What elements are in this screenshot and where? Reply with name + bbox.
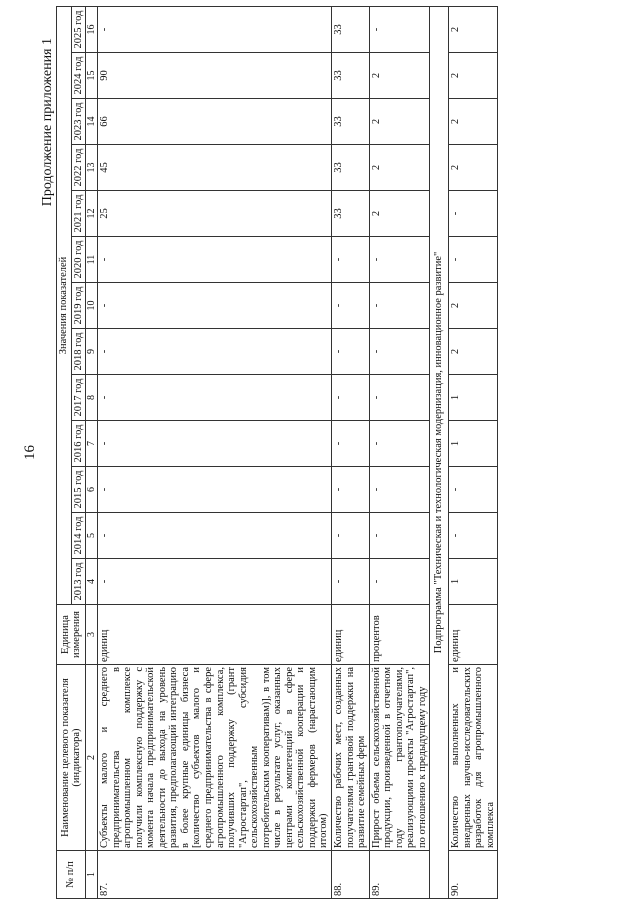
value-cell: 2 xyxy=(448,99,497,145)
value-cell: - xyxy=(369,559,430,605)
header-year: 2019 год xyxy=(71,283,86,329)
value-cell: - xyxy=(98,375,332,421)
column-number: 15 xyxy=(86,53,98,99)
row-number: 89. xyxy=(369,851,430,899)
unit-cell: единиц xyxy=(448,605,497,665)
unit-cell: процентов xyxy=(369,605,430,665)
column-number: 13 xyxy=(86,145,98,191)
column-number: 5 xyxy=(86,513,98,559)
value-cell: 2 xyxy=(448,329,497,375)
value-cell: - xyxy=(332,421,370,467)
column-number: 2 xyxy=(86,665,98,851)
table-row xyxy=(98,7,332,899)
table-row xyxy=(448,7,497,899)
column-number: 6 xyxy=(86,467,98,513)
value-cell: - xyxy=(369,329,430,375)
value-cell: - xyxy=(332,513,370,559)
header-values-group: Значения показателей xyxy=(57,7,72,605)
value-cell: - xyxy=(98,329,332,375)
value-cell: - xyxy=(332,329,370,375)
indicator-name: Количество выполненных и внедренных научно-исследовательских разработок для агропромышленного комплекса xyxy=(448,665,497,851)
header-year: 2022 год xyxy=(71,145,86,191)
value-cell: - xyxy=(332,467,370,513)
value-cell: - xyxy=(369,467,430,513)
column-number: 3 xyxy=(86,605,98,665)
column-number: 14 xyxy=(86,99,98,145)
header-year: 2013 год xyxy=(71,559,86,605)
value-cell: - xyxy=(332,237,370,283)
page-number: 16 xyxy=(22,445,38,460)
subprogram-row xyxy=(430,7,449,899)
header-year: 2016 год xyxy=(71,421,86,467)
value-cell: 2 xyxy=(448,145,497,191)
column-number: 8 xyxy=(86,375,98,421)
value-cell: 1 xyxy=(448,375,497,421)
indicators-table xyxy=(56,6,498,899)
column-number: 1 xyxy=(86,851,98,899)
value-cell: - xyxy=(98,513,332,559)
row-number: 87. xyxy=(98,851,332,899)
value-cell: - xyxy=(369,283,430,329)
subprogram-title: Подпрограмма "Техническая и технологическая модернизация, инновационное развитие" xyxy=(430,7,449,899)
value-cell: 1 xyxy=(448,559,497,605)
value-cell: 66 xyxy=(98,99,332,145)
header-no: № п/п xyxy=(57,851,86,899)
value-cell: 2 xyxy=(369,145,430,191)
indicator-name: Прирост объема сельскохозяйственной продукции, произведенной в отчетном году грантополучателями, реализующими проекты "Агростартап", по отношению к предыдущему году xyxy=(369,665,430,851)
value-cell: 33 xyxy=(332,99,370,145)
value-cell: 2 xyxy=(448,7,497,53)
header-year: 2024 год xyxy=(71,53,86,99)
value-cell: - xyxy=(369,421,430,467)
header-year: 2023 год xyxy=(71,99,86,145)
value-cell: 33 xyxy=(332,145,370,191)
row-number: 90. xyxy=(448,851,497,899)
appendix-title: Продолжение приложения 1 xyxy=(40,38,55,207)
header-year: 2018 год xyxy=(71,329,86,375)
column-number: 16 xyxy=(86,7,98,53)
value-cell: 2 xyxy=(448,283,497,329)
value-cell: - xyxy=(98,467,332,513)
value-cell: - xyxy=(98,421,332,467)
column-number: 9 xyxy=(86,329,98,375)
value-cell: - xyxy=(448,237,497,283)
value-cell: - xyxy=(332,375,370,421)
value-cell: - xyxy=(369,7,430,53)
value-cell: - xyxy=(98,7,332,53)
header-year: 2020 год xyxy=(71,237,86,283)
header-year: 2021 год xyxy=(71,191,86,237)
column-number: 4 xyxy=(86,559,98,605)
header-year: 2017 год xyxy=(71,375,86,421)
value-cell: - xyxy=(332,559,370,605)
value-cell: - xyxy=(448,467,497,513)
value-cell: 2 xyxy=(369,99,430,145)
value-cell: 2 xyxy=(369,191,430,237)
table-row xyxy=(332,7,370,899)
column-number: 10 xyxy=(86,283,98,329)
header-year: 2025 год xyxy=(71,7,86,53)
header-name: Наименование целевого показателя (индикатора) xyxy=(57,665,86,851)
indicator-name: Субъекты малого и среднего предпринимательства в агропромышленном комплексе получили комплексную поддержку с момента начала предпринимательской деятельности до выхода на уровень развития, предполагающий интеграцию в более крупные единицы бизнеса [количество субъектов малого и среднего предпринимательства в сфере агропромышленного комплекса, получивших поддержку (грант "Агростартап", субсидия сельскохозяйственным потребительским кооперативам)], в том числе в результате услуг, оказанных центрами компетенций в сфере сельскохозяйственной кооперации и поддержки фермеров (нарастающим итогом) xyxy=(98,665,332,851)
value-cell: - xyxy=(98,559,332,605)
table-row xyxy=(369,7,430,899)
value-cell: 2 xyxy=(448,53,497,99)
value-cell: 33 xyxy=(332,53,370,99)
value-cell: - xyxy=(369,237,430,283)
header-unit: Единица измерения xyxy=(57,605,86,665)
value-cell: 25 xyxy=(98,191,332,237)
column-number: 11 xyxy=(86,237,98,283)
row-number: 88. xyxy=(332,851,370,899)
value-cell: 33 xyxy=(332,7,370,53)
value-cell: - xyxy=(448,191,497,237)
value-cell: - xyxy=(98,237,332,283)
value-cell: 90 xyxy=(98,53,332,99)
value-cell: - xyxy=(98,283,332,329)
value-cell: - xyxy=(332,283,370,329)
value-cell: - xyxy=(448,513,497,559)
value-cell: - xyxy=(369,375,430,421)
value-cell: 45 xyxy=(98,145,332,191)
value-cell: 33 xyxy=(332,191,370,237)
unit-cell: единиц xyxy=(332,605,370,665)
value-cell: 1 xyxy=(448,421,497,467)
header-year: 2015 год xyxy=(71,467,86,513)
column-number: 12 xyxy=(86,191,98,237)
indicator-name: Количество рабочих мест, созданных получателями грантовой поддержки на развитие семейных ферм xyxy=(332,665,370,851)
unit-cell: единиц xyxy=(98,605,332,665)
column-number: 7 xyxy=(86,421,98,467)
header-year: 2014 год xyxy=(71,513,86,559)
value-cell: - xyxy=(369,513,430,559)
value-cell: 2 xyxy=(369,53,430,99)
